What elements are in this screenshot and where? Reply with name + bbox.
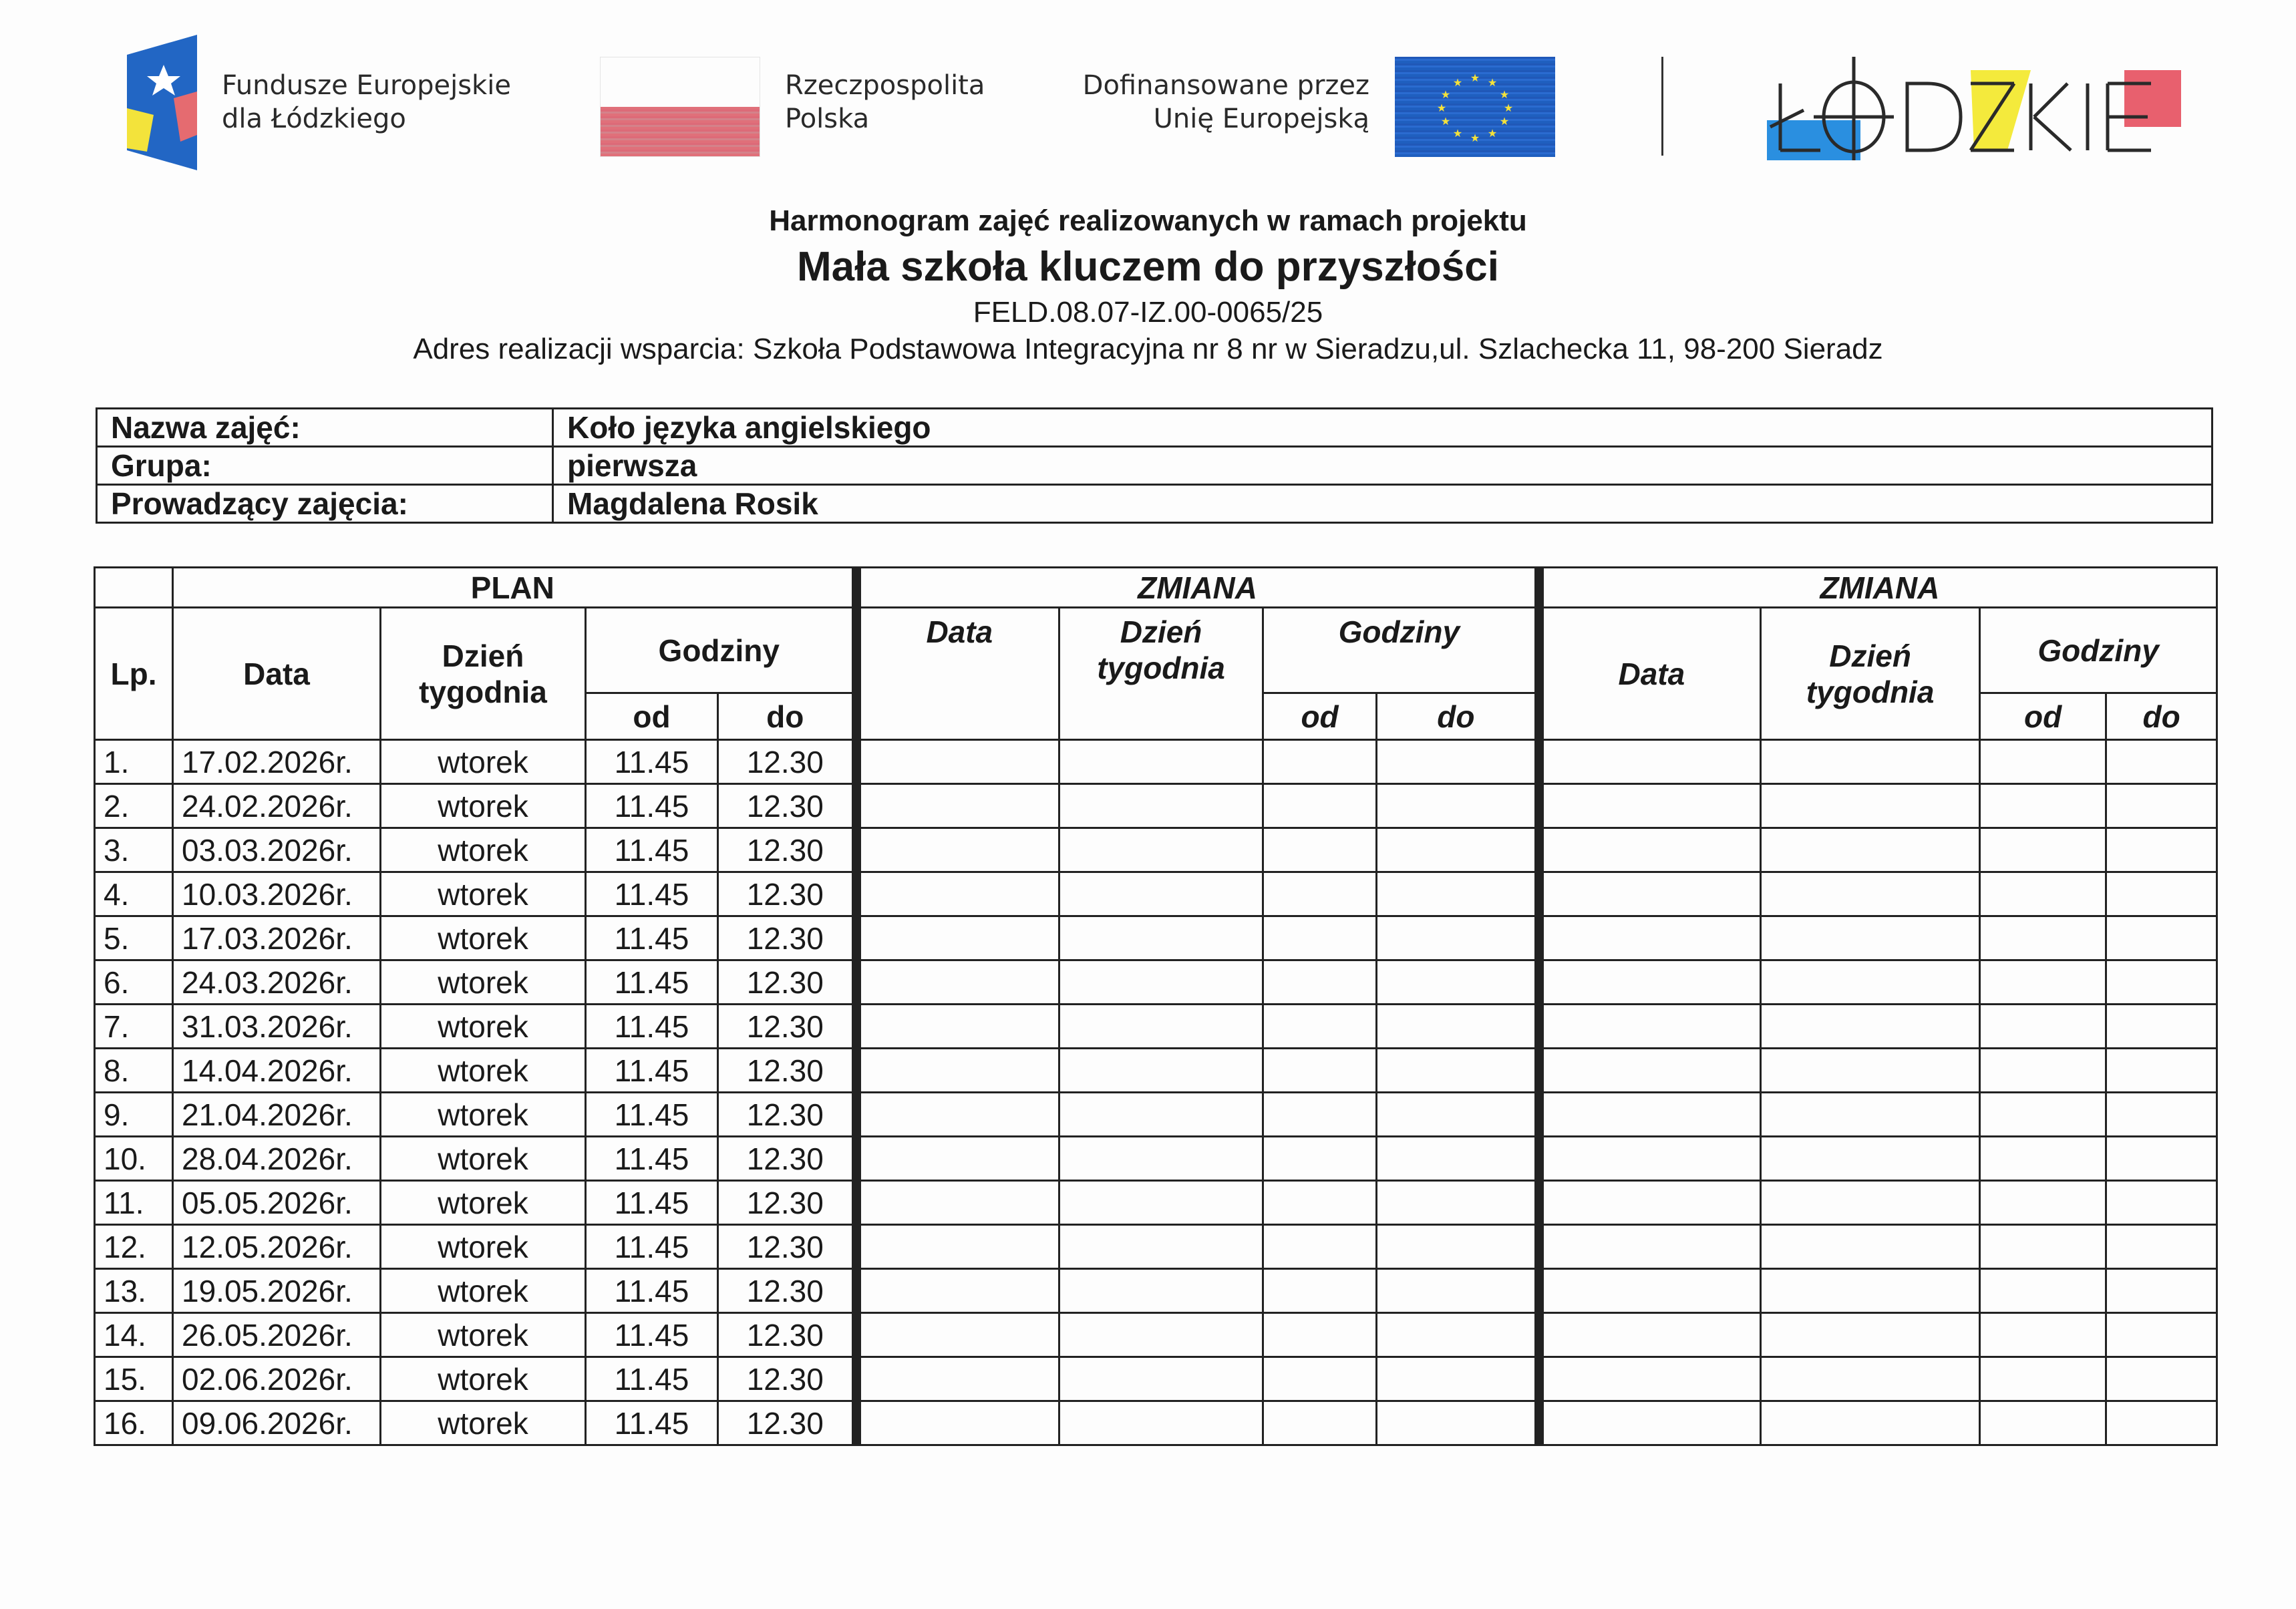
change2-from-cell[interactable]	[1980, 1225, 2106, 1269]
info-label: Nazwa zajęć:	[97, 409, 553, 447]
change1-from-cell[interactable]	[1263, 916, 1377, 960]
info-value: pierwsza	[553, 447, 2212, 485]
change2-day-cell[interactable]	[1761, 1093, 1980, 1137]
eu-flag-icon	[1395, 57, 1555, 157]
table-row	[95, 1137, 2217, 1181]
plan-to: 12.30	[718, 1401, 856, 1445]
table-row	[95, 1049, 2217, 1093]
header-change2-from: od	[1980, 693, 2106, 740]
change2-from-cell[interactable]	[1980, 740, 2106, 784]
row-number: 9.	[95, 1093, 173, 1137]
plan-day: wtorek	[381, 872, 586, 916]
svg-text:★: ★	[1440, 115, 1451, 128]
plan-from: 11.45	[586, 1269, 718, 1313]
plan-date: 02.06.2026r.	[173, 1357, 381, 1401]
row-number: 5.	[95, 916, 173, 960]
plan-to: 12.30	[718, 1313, 856, 1357]
change1-to-cell[interactable]	[1377, 1137, 1539, 1181]
document-subtitle: Harmonogram zajęć realizowanych w ramach projektu	[769, 204, 1527, 237]
change2-day-cell[interactable]	[1761, 1181, 1980, 1225]
change1-date-cell[interactable]	[856, 960, 1059, 1005]
plan-to: 12.30	[718, 1049, 856, 1093]
change2-date-cell[interactable]	[1539, 872, 1761, 916]
plan-date: 10.03.2026r.	[173, 872, 381, 916]
change1-from-cell[interactable]	[1263, 1269, 1377, 1313]
table-row	[95, 1313, 2217, 1357]
plan-from: 11.45	[586, 740, 718, 784]
plan-date: 14.04.2026r.	[173, 1049, 381, 1093]
plan-date: 17.03.2026r.	[173, 916, 381, 960]
change1-day-cell[interactable]	[1059, 872, 1263, 916]
plan-from: 11.45	[586, 1093, 718, 1137]
svg-text:★: ★	[1487, 76, 1498, 89]
change1-date-cell[interactable]	[856, 1137, 1059, 1181]
eu-logo-text	[1042, 69, 1369, 136]
plan-day: wtorek	[381, 784, 586, 828]
change2-to-cell[interactable]	[2106, 1269, 2217, 1313]
change1-from-cell[interactable]	[1263, 1093, 1377, 1137]
header-change1-day: Dzień tygodnia	[1059, 608, 1263, 740]
fe-logo-line1: Fundusze Europejskie	[222, 70, 511, 101]
project-code: FELD.08.07-IZ.00-0065/25	[973, 296, 1323, 329]
change2-date-cell[interactable]	[1539, 1357, 1761, 1401]
row-number: 15.	[95, 1357, 173, 1401]
change1-to-cell[interactable]	[1377, 1225, 1539, 1269]
pl-logo-line1: Rzeczpospolita	[785, 70, 985, 101]
table-row	[95, 828, 2217, 872]
change1-date-cell[interactable]	[856, 1093, 1059, 1137]
change2-date-cell[interactable]	[1539, 1225, 1761, 1269]
change1-date-cell[interactable]	[856, 1005, 1059, 1049]
header-plan-hours: Godziny	[586, 608, 856, 693]
change1-day-cell[interactable]	[1059, 916, 1263, 960]
plan-from: 11.45	[586, 960, 718, 1005]
change2-to-cell[interactable]	[2106, 960, 2217, 1005]
fe-logo-text	[222, 69, 511, 136]
table-row	[95, 1269, 2217, 1313]
header-lp: Lp.	[95, 608, 173, 740]
plan-date: 28.04.2026r.	[173, 1137, 381, 1181]
change1-date-cell[interactable]	[856, 784, 1059, 828]
plan-date: 17.02.2026r.	[173, 740, 381, 784]
header-plan-from: od	[586, 693, 718, 740]
svg-text:★: ★	[1452, 76, 1463, 89]
info-row-group	[97, 447, 2212, 485]
plan-from: 11.45	[586, 1225, 718, 1269]
plan-from: 11.45	[586, 872, 718, 916]
change1-to-cell[interactable]	[1377, 1093, 1539, 1137]
plan-date: 12.05.2026r.	[173, 1225, 381, 1269]
plan-date: 31.03.2026r.	[173, 1005, 381, 1049]
change1-date-cell[interactable]	[856, 740, 1059, 784]
change2-from-cell[interactable]	[1980, 1313, 2106, 1357]
plan-from: 11.45	[586, 916, 718, 960]
change2-day-cell[interactable]	[1761, 784, 1980, 828]
change1-day-cell[interactable]	[1059, 1357, 1263, 1401]
change1-to-cell[interactable]	[1377, 828, 1539, 872]
change2-to-cell[interactable]	[2106, 1313, 2217, 1357]
change1-date-cell[interactable]	[856, 828, 1059, 872]
polish-flag-icon	[600, 57, 760, 157]
change2-to-cell[interactable]	[2106, 740, 2217, 784]
plan-date: 21.04.2026r.	[173, 1093, 381, 1137]
change2-to-cell[interactable]	[2106, 1401, 2217, 1445]
change1-date-cell[interactable]	[856, 1357, 1059, 1401]
change1-day-cell[interactable]	[1059, 1313, 1263, 1357]
plan-day: wtorek	[381, 1181, 586, 1225]
row-number: 7.	[95, 1005, 173, 1049]
change2-from-cell[interactable]	[1980, 1049, 2106, 1093]
plan-day: wtorek	[381, 1005, 586, 1049]
change1-date-cell[interactable]	[856, 916, 1059, 960]
class-info-table	[96, 407, 2213, 524]
header-plan-date: Data	[173, 608, 381, 740]
plan-day: wtorek	[381, 1357, 586, 1401]
support-address: Adres realizacji wsparcia: Szkoła Podstawowa Integracyjna nr 8 nr w Sieradzu,ul. Szlachecka 11, 98-200 Sieradz	[413, 333, 1883, 365]
svg-text:★: ★	[1487, 127, 1498, 140]
svg-text:★: ★	[1499, 88, 1510, 101]
change2-to-cell[interactable]	[2106, 872, 2217, 916]
change1-day-cell[interactable]	[1059, 1401, 1263, 1445]
plan-date: 19.05.2026r.	[173, 1269, 381, 1313]
row-number: 12.	[95, 1225, 173, 1269]
change1-to-cell[interactable]	[1377, 1181, 1539, 1225]
change1-date-cell[interactable]	[856, 872, 1059, 916]
change2-date-cell[interactable]	[1539, 1137, 1761, 1181]
change2-from-cell[interactable]	[1980, 916, 2106, 960]
change2-day-cell[interactable]	[1761, 1005, 1980, 1049]
change1-day-cell[interactable]	[1059, 1181, 1263, 1225]
header-column-row	[95, 608, 2217, 693]
plan-from: 11.45	[586, 784, 718, 828]
row-number: 3.	[95, 828, 173, 872]
svg-text:★: ★	[1470, 71, 1480, 84]
change1-day-cell[interactable]	[1059, 1049, 1263, 1093]
plan-from: 11.45	[586, 1181, 718, 1225]
row-number: 11.	[95, 1181, 173, 1225]
plan-to: 12.30	[718, 1225, 856, 1269]
pl-logo-line2: Polska	[785, 104, 870, 134]
table-row	[95, 1093, 2217, 1137]
table-row	[95, 1225, 2217, 1269]
change2-date-cell[interactable]	[1539, 1269, 1761, 1313]
plan-day: wtorek	[381, 1093, 586, 1137]
change1-from-cell[interactable]	[1263, 1005, 1377, 1049]
table-row	[95, 872, 2217, 916]
change1-day-cell[interactable]	[1059, 1225, 1263, 1269]
header-change1-date: Data	[856, 608, 1059, 740]
change2-to-cell[interactable]	[2106, 1137, 2217, 1181]
change2-day-cell[interactable]	[1761, 1357, 1980, 1401]
header-change1-hours: Godziny	[1263, 608, 1539, 693]
change1-day-cell[interactable]	[1059, 1269, 1263, 1313]
svg-text:★: ★	[1499, 115, 1510, 128]
info-label: Grupa:	[97, 447, 553, 485]
change2-date-cell[interactable]	[1539, 1005, 1761, 1049]
change1-from-cell[interactable]	[1263, 828, 1377, 872]
plan-from: 11.45	[586, 1313, 718, 1357]
change2-day-cell[interactable]	[1761, 1225, 1980, 1269]
header-change-2: ZMIANA	[1539, 568, 2217, 608]
info-value: Magdalena Rosik	[553, 485, 2212, 523]
info-row-name	[97, 409, 2212, 447]
change2-day-cell[interactable]	[1761, 916, 1980, 960]
change2-to-cell[interactable]	[2106, 1225, 2217, 1269]
change1-to-cell[interactable]	[1377, 916, 1539, 960]
table-row	[95, 1181, 2217, 1225]
plan-date: 05.05.2026r.	[173, 1181, 381, 1225]
change1-to-cell[interactable]	[1377, 960, 1539, 1005]
svg-text:★: ★	[1436, 102, 1447, 114]
plan-from: 11.45	[586, 1401, 718, 1445]
plan-day: wtorek	[381, 960, 586, 1005]
change1-date-cell[interactable]	[856, 1049, 1059, 1093]
row-number: 1.	[95, 740, 173, 784]
plan-to: 12.30	[718, 1181, 856, 1225]
change2-from-cell[interactable]	[1980, 960, 2106, 1005]
table-row	[95, 1401, 2217, 1445]
change1-from-cell[interactable]	[1263, 1137, 1377, 1181]
change1-date-cell[interactable]	[856, 1313, 1059, 1357]
plan-day: wtorek	[381, 1401, 586, 1445]
change2-to-cell[interactable]	[2106, 916, 2217, 960]
svg-text:★: ★	[1440, 88, 1451, 101]
header-change2-hours: Godziny	[1980, 608, 2217, 693]
plan-day: wtorek	[381, 1137, 586, 1181]
plan-day: wtorek	[381, 740, 586, 784]
change2-day-cell[interactable]	[1761, 960, 1980, 1005]
change2-to-cell[interactable]	[2106, 1049, 2217, 1093]
plan-from: 11.45	[586, 828, 718, 872]
table-row	[95, 1005, 2217, 1049]
change2-from-cell[interactable]	[1980, 1357, 2106, 1401]
change1-from-cell[interactable]	[1263, 1401, 1377, 1445]
change2-from-cell[interactable]	[1980, 1269, 2106, 1313]
change2-day-cell[interactable]	[1761, 1313, 1980, 1357]
logo-divider	[1661, 57, 1663, 156]
change2-to-cell[interactable]	[2106, 828, 2217, 872]
change2-from-cell[interactable]	[1980, 784, 2106, 828]
change2-date-cell[interactable]	[1539, 784, 1761, 828]
plan-to: 12.30	[718, 1137, 856, 1181]
change1-to-cell[interactable]	[1377, 1357, 1539, 1401]
change2-from-cell[interactable]	[1980, 1181, 2106, 1225]
lodzkie-logo-icon	[1767, 57, 2181, 160]
change2-date-cell[interactable]	[1539, 828, 1761, 872]
plan-to: 12.30	[718, 916, 856, 960]
table-row	[95, 916, 2217, 960]
header-change1-to: do	[1377, 693, 1539, 740]
fe-logo-icon	[127, 35, 197, 170]
change2-day-cell[interactable]	[1761, 1401, 1980, 1445]
change1-to-cell[interactable]	[1377, 784, 1539, 828]
eu-logo-line1: Dofinansowane przez	[1082, 70, 1369, 101]
change2-date-cell[interactable]	[1539, 960, 1761, 1005]
plan-date: 26.05.2026r.	[173, 1313, 381, 1357]
change1-date-cell[interactable]	[856, 1181, 1059, 1225]
header-plan-day: Dzień tygodnia	[381, 608, 586, 740]
change1-from-cell[interactable]	[1263, 872, 1377, 916]
change1-to-cell[interactable]	[1377, 1401, 1539, 1445]
row-number: 16.	[95, 1401, 173, 1445]
pl-logo-text	[785, 69, 985, 136]
change2-day-cell[interactable]	[1761, 740, 1980, 784]
plan-from: 11.45	[586, 1137, 718, 1181]
change2-date-cell[interactable]	[1539, 916, 1761, 960]
change1-to-cell[interactable]	[1377, 740, 1539, 784]
plan-day: wtorek	[381, 916, 586, 960]
change2-day-cell[interactable]	[1761, 828, 1980, 872]
plan-date: 24.02.2026r.	[173, 784, 381, 828]
change2-to-cell[interactable]	[2106, 784, 2217, 828]
info-label: Prowadzący zajęcia:	[97, 485, 553, 523]
row-number: 2.	[95, 784, 173, 828]
change1-day-cell[interactable]	[1059, 828, 1263, 872]
plan-date: 24.03.2026r.	[173, 960, 381, 1005]
header-change1-from: od	[1263, 693, 1377, 740]
change1-to-cell[interactable]	[1377, 1313, 1539, 1357]
change2-to-cell[interactable]	[2106, 1005, 2217, 1049]
change1-day-cell[interactable]	[1059, 1005, 1263, 1049]
change2-day-cell[interactable]	[1761, 872, 1980, 916]
change1-day-cell[interactable]	[1059, 740, 1263, 784]
plan-to: 12.30	[718, 1093, 856, 1137]
change1-to-cell[interactable]	[1377, 1269, 1539, 1313]
plan-to: 12.30	[718, 1357, 856, 1401]
fe-logo-line2: dla Łódzkiego	[222, 104, 406, 134]
change1-day-cell[interactable]	[1059, 1093, 1263, 1137]
row-number: 13.	[95, 1269, 173, 1313]
header-empty-cell	[95, 568, 173, 608]
change2-from-cell[interactable]	[1980, 1401, 2106, 1445]
plan-to: 12.30	[718, 872, 856, 916]
change1-from-cell[interactable]	[1263, 784, 1377, 828]
change1-to-cell[interactable]	[1377, 1049, 1539, 1093]
change1-from-cell[interactable]	[1263, 1049, 1377, 1093]
change1-from-cell[interactable]	[1263, 960, 1377, 1005]
row-number: 14.	[95, 1313, 173, 1357]
change2-date-cell[interactable]	[1539, 1093, 1761, 1137]
plan-day: wtorek	[381, 1049, 586, 1093]
change2-from-cell[interactable]	[1980, 1005, 2106, 1049]
change2-day-cell[interactable]	[1761, 1049, 1980, 1093]
change2-day-cell[interactable]	[1761, 1269, 1980, 1313]
change1-from-cell[interactable]	[1263, 1357, 1377, 1401]
info-value: Koło języka angielskiego	[553, 409, 2212, 447]
plan-to: 12.30	[718, 828, 856, 872]
header-change-1: ZMIANA	[856, 568, 1539, 608]
change2-from-cell[interactable]	[1980, 1137, 2106, 1181]
schedule-table	[94, 566, 2218, 1446]
change1-day-cell[interactable]	[1059, 960, 1263, 1005]
header-change2-date: Data	[1539, 608, 1761, 740]
plan-day: wtorek	[381, 1269, 586, 1313]
plan-day: wtorek	[381, 828, 586, 872]
change2-to-cell[interactable]	[2106, 1093, 2217, 1137]
eu-logo-line2: Unię Europejską	[1153, 104, 1369, 134]
row-number: 4.	[95, 872, 173, 916]
plan-from: 11.45	[586, 1049, 718, 1093]
plan-date: 03.03.2026r.	[173, 828, 381, 872]
change2-from-cell[interactable]	[1980, 828, 2106, 872]
plan-to: 12.30	[718, 960, 856, 1005]
change1-date-cell[interactable]	[856, 1401, 1059, 1445]
change2-from-cell[interactable]	[1980, 872, 2106, 916]
row-number: 8.	[95, 1049, 173, 1093]
plan-day: wtorek	[381, 1313, 586, 1357]
plan-to: 12.30	[718, 1005, 856, 1049]
row-number: 10.	[95, 1137, 173, 1181]
info-row-teacher	[97, 485, 2212, 523]
plan-to: 12.30	[718, 784, 856, 828]
plan-to: 12.30	[718, 1269, 856, 1313]
change1-day-cell[interactable]	[1059, 784, 1263, 828]
change2-date-cell[interactable]	[1539, 1049, 1761, 1093]
change1-date-cell[interactable]	[856, 1225, 1059, 1269]
header-plan-to: do	[718, 693, 856, 740]
change2-day-cell[interactable]	[1761, 1137, 1980, 1181]
plan-to: 12.30	[718, 740, 856, 784]
change2-date-cell[interactable]	[1539, 1313, 1761, 1357]
plan-date: 09.06.2026r.	[173, 1401, 381, 1445]
change1-from-cell[interactable]	[1263, 740, 1377, 784]
svg-text:★: ★	[1470, 132, 1480, 144]
change1-from-cell[interactable]	[1263, 1313, 1377, 1357]
header-change2-day: Dzień tygodnia	[1761, 608, 1980, 740]
change2-date-cell[interactable]	[1539, 1401, 1761, 1445]
change1-day-cell[interactable]	[1059, 1137, 1263, 1181]
svg-text:★: ★	[1452, 127, 1463, 140]
change2-from-cell[interactable]	[1980, 1093, 2106, 1137]
table-row	[95, 1357, 2217, 1401]
project-title: Mała szkoła kluczem do przyszłości	[797, 244, 1499, 290]
change2-date-cell[interactable]	[1539, 740, 1761, 784]
table-row	[95, 960, 2217, 1005]
change1-to-cell[interactable]	[1377, 1005, 1539, 1049]
svg-text:★: ★	[1503, 102, 1514, 114]
header-change2-to: do	[2106, 693, 2217, 740]
change2-date-cell[interactable]	[1539, 1181, 1761, 1225]
plan-from: 11.45	[586, 1005, 718, 1049]
change1-from-cell[interactable]	[1263, 1181, 1377, 1225]
plan-day: wtorek	[381, 1225, 586, 1269]
table-row	[95, 740, 2217, 784]
change1-date-cell[interactable]	[856, 1269, 1059, 1313]
plan-from: 11.45	[586, 1357, 718, 1401]
row-number: 6.	[95, 960, 173, 1005]
change2-to-cell[interactable]	[2106, 1357, 2217, 1401]
change1-from-cell[interactable]	[1263, 1225, 1377, 1269]
change2-to-cell[interactable]	[2106, 1181, 2217, 1225]
header-group-row	[95, 568, 2217, 608]
header-plan: PLAN	[173, 568, 856, 608]
change1-to-cell[interactable]	[1377, 872, 1539, 916]
table-row	[95, 784, 2217, 828]
